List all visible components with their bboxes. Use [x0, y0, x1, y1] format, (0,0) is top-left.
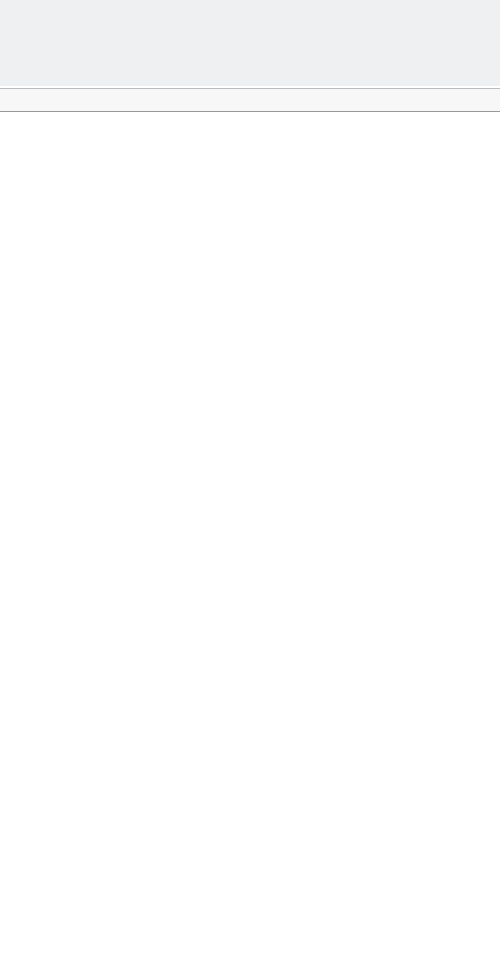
- table-top-header: [0, 0, 500, 86]
- column-header-row: [0, 88, 500, 112]
